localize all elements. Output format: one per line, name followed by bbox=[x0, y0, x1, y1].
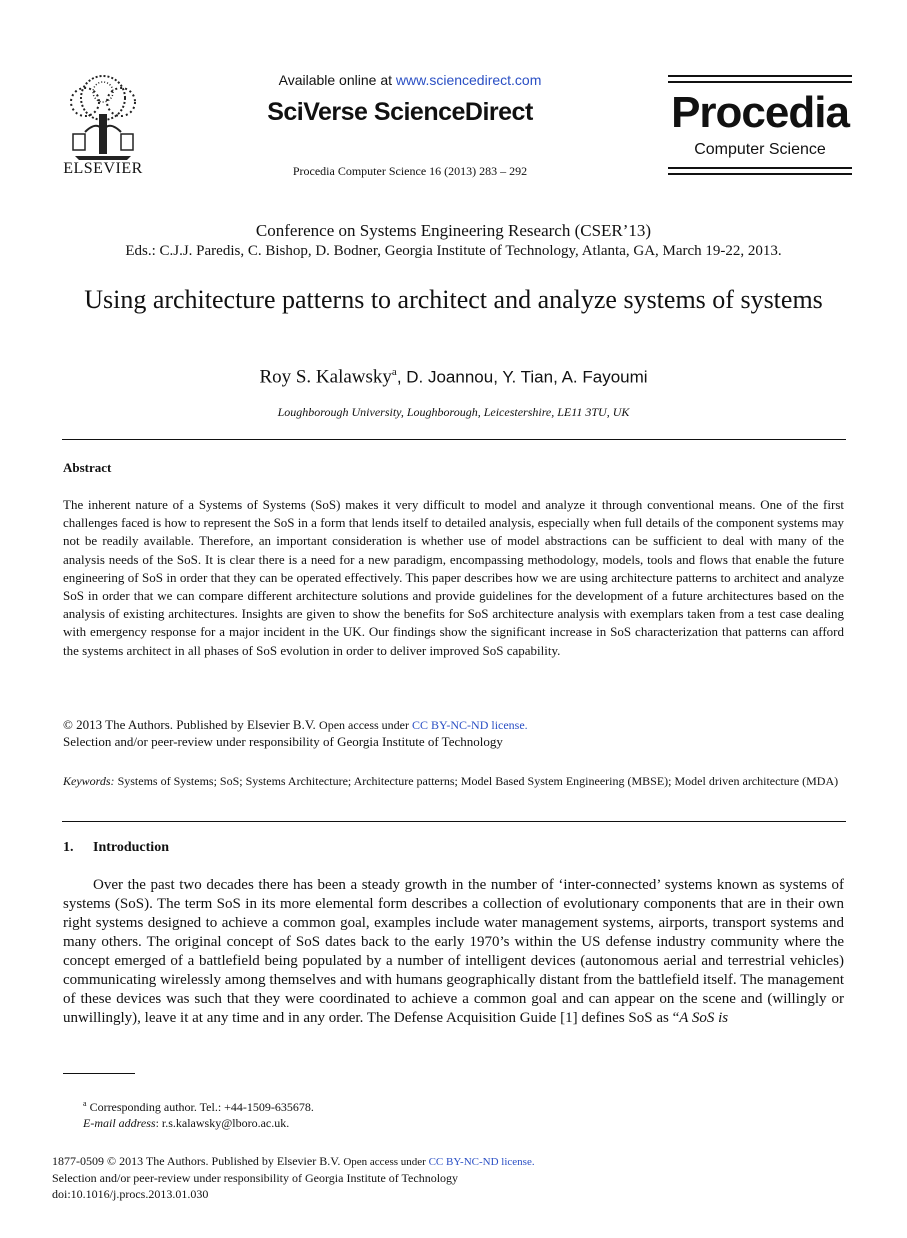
corresponding-author-line bbox=[83, 1096, 783, 1115]
introduction-paragraph bbox=[63, 876, 844, 1028]
footer-license-link[interactable]: CC BY-NC-ND license. bbox=[428, 1156, 535, 1168]
procedia-subtitle: Computer Science bbox=[694, 141, 826, 158]
divider bbox=[62, 821, 846, 822]
divider bbox=[62, 439, 846, 440]
issn-text: 1877-0509 © 2013 The Authors. Published by Elsevier B.V. bbox=[52, 1154, 344, 1168]
co-authors: , D. Joannou, Y. Tian, A. Fayoumi bbox=[396, 367, 648, 387]
affiliation: Loughborough University, Loughborough, Leicestershire, LE11 3TU, UK bbox=[277, 405, 630, 419]
email-address[interactable]: : r.s.kalawsky@lboro.ac.uk. bbox=[155, 1116, 290, 1130]
keywords-label: Keywords: bbox=[63, 774, 115, 788]
email-label: E-mail address bbox=[83, 1116, 156, 1130]
section-heading bbox=[63, 840, 169, 856]
section-number: 1. bbox=[63, 840, 74, 855]
conference-title: Conference on Systems Engineering Research (CSER’13) bbox=[255, 221, 652, 240]
journal-reference: Procedia Computer Science 16 (2013) 283 – 292 bbox=[292, 164, 528, 178]
available-prefix: Available online at bbox=[278, 72, 396, 88]
introduction-italic-tail: A SoS is bbox=[679, 1010, 729, 1026]
footer-open-access: Open access under bbox=[343, 1156, 429, 1168]
author-list bbox=[0, 366, 907, 388]
keywords-list: Systems of Systems; SoS; Systems Architecture; Architecture patterns; Model Based System Engineering (MBSE); Model driven architecture (MDA) bbox=[114, 774, 839, 788]
corresponding-author: Corresponding author. Tel.: +44-1509-635678. bbox=[86, 1100, 314, 1114]
logo-rule bbox=[668, 75, 852, 77]
issn-line bbox=[52, 1153, 852, 1170]
sciencedirect-link[interactable]: www.sciencedirect.com bbox=[395, 72, 542, 88]
conference-editors: Eds.: C.J.J. Paredis, C. Bishop, D. Bodner, Georgia Institute of Technology, Atlanta, GA, March 19-22, 2013. bbox=[125, 243, 782, 259]
license-link[interactable]: CC BY-NC-ND license. bbox=[412, 718, 528, 732]
open-access-text: Open access under bbox=[319, 718, 413, 732]
logo-rule bbox=[668, 173, 852, 175]
copyright-line bbox=[63, 716, 844, 734]
doi[interactable]: doi:10.1016/j.procs.2013.01.030 bbox=[52, 1187, 209, 1201]
footnote-mark: a bbox=[83, 1099, 87, 1108]
procedia-logo bbox=[668, 75, 852, 175]
section-title: Introduction bbox=[93, 840, 169, 855]
email-line bbox=[83, 1115, 783, 1131]
abstract-body: The inherent nature of a Systems of Systems (SoS) makes it very difficult to model and analyze it through conventional means. One of the first challenges faced is how to represent the SoS in a form that lends itself to detailed analysis, especially when full details of the component systems may not be readily available. Therefore, an important consideration is whether use of model abstractions can be sufficient to deal with many of the analysis needs of the SoS. It is clear there is a need for a new paradigm, encompassing methodology, models, tools and flows that enable the future engineering of SoS in order that they can be operated effectively. This paper describes how we are using architecture patterns to architect and analyze SoS in order that we can compare different architecture solutions and provide guidelines for the development of a future architectures based on the analysis of existing architectures. Insights are given to show the benefits for SoS architecture analysis with exemplars taken from a test case dealing with emergency response for a major incident in the UK. Our findings show the significant increase in SoS characterization that patterns can afford the systems architect in all phases of SoS evolution in order to deliver improved SoS capability. bbox=[63, 497, 844, 658]
copyright-text: © 2013 The Authors. Published by Elsevier B.V. bbox=[63, 717, 320, 732]
page-footer bbox=[52, 1153, 852, 1202]
platform-name: SciVerse ScienceDirect bbox=[267, 98, 533, 126]
availability-line bbox=[250, 72, 570, 88]
abstract-heading: Abstract bbox=[63, 460, 112, 475]
first-author: Roy S. Kalawsky bbox=[259, 366, 392, 388]
peer-review-note: Selection and/or peer-review under responsibility of Georgia Institute of Technology bbox=[63, 734, 503, 749]
footnote bbox=[83, 1096, 783, 1131]
logo-rule bbox=[668, 167, 852, 169]
paper-title: Using architecture patterns to architect and analyze systems of systems bbox=[84, 285, 823, 314]
introduction-text: Over the past two decades there has been a steady growth in the number of ‘inter-connected’ systems known as systems of systems (SoS). The term SoS in its more elemental form describes a collection of evolutionary components that are in their own right systems designed to achieve a common goal, examples include water management systems, airports, transport systems and many others. The original concept of SoS dates back to the early 1970’s within the US defense industry community where the concept emerged of a battlefield being populated by a number of intelligent devices (autonomous aerial and terrestrial vehicles) communicating wirelessly among themselves and with humans geographically distant from the battlefield itself. The management of these devices was such that they were coordinated to achieve a common goal and can appear on the scene and (willingly or unwillingly), leave it at any time and in any order. The Defense Acquisition Guide [1] defines SoS as “ bbox=[63, 877, 844, 1026]
keywords bbox=[63, 773, 844, 790]
footnote-rule bbox=[63, 1073, 135, 1074]
author-mark: a bbox=[391, 366, 397, 378]
footer-review: Selection and/or peer-review under responsibility of Georgia Institute of Technology bbox=[52, 1171, 459, 1185]
logo-rule bbox=[668, 81, 852, 83]
elsevier-wordmark: ELSEVIER bbox=[63, 160, 143, 177]
procedia-name: Procedia bbox=[671, 88, 849, 137]
